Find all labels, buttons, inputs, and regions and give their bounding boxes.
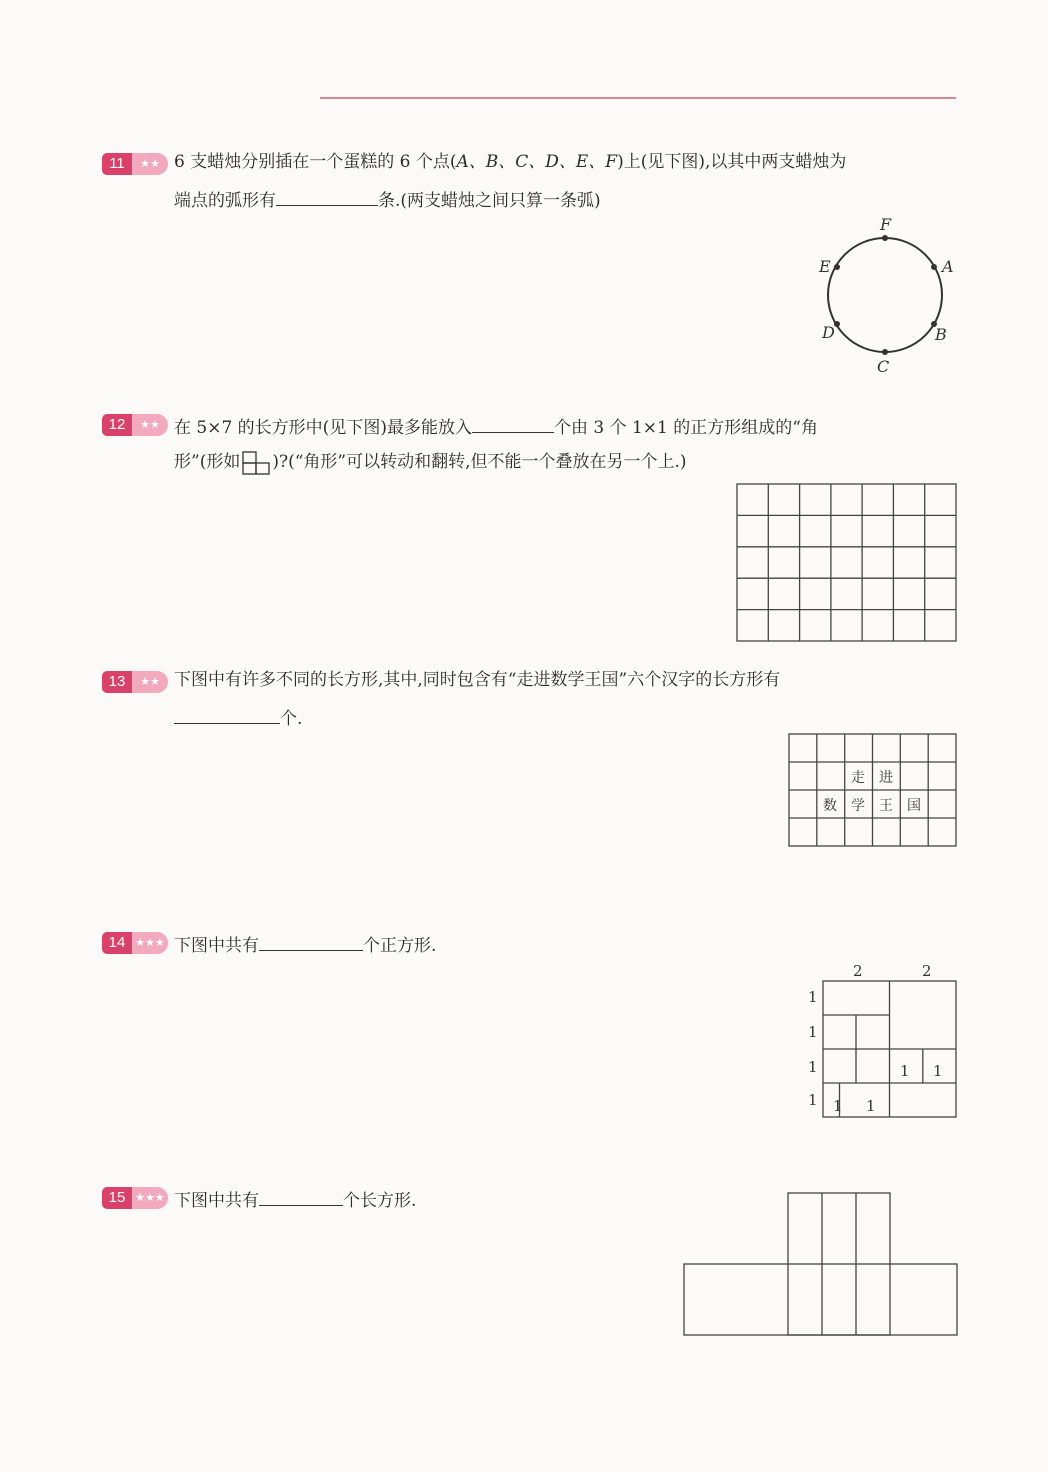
grid-5x7-figure xyxy=(735,482,959,644)
grid-char: 王 xyxy=(879,798,893,814)
dimension-label: 1 xyxy=(808,1023,818,1041)
question-text: 6 支蜡烛分别插在一个蛋糕的 6 个点(A、B、C、D、E、F)上(见下图),以其中两支蜡烛为 端点的弧形有 条.(两支蜡烛之间只算一条弧) xyxy=(174,152,847,211)
circle-figure xyxy=(810,210,960,380)
question-12 xyxy=(102,406,962,479)
difficulty-stars: ★★ xyxy=(132,153,168,175)
point-label: A xyxy=(942,257,954,276)
header-rule xyxy=(320,97,956,99)
answer-blank[interactable] xyxy=(174,697,280,724)
question-badge xyxy=(102,671,168,693)
dimension-label: 1 xyxy=(933,1062,943,1080)
character-grid-figure xyxy=(787,732,959,850)
answer-blank[interactable] xyxy=(276,179,378,206)
point-label: C xyxy=(877,357,890,376)
point-label: E xyxy=(819,257,831,276)
question-badge xyxy=(102,1187,168,1209)
question-text: 下图中共有 个正方形. xyxy=(174,924,962,963)
grid-char: 进 xyxy=(879,770,893,786)
corner-shape-icon xyxy=(242,451,270,475)
dimension-label: 1 xyxy=(808,1058,818,1076)
difficulty-stars: ★★★ xyxy=(132,932,168,954)
dimension-label: 1 xyxy=(833,1097,843,1115)
answer-blank[interactable] xyxy=(259,924,363,951)
grid-char: 走 xyxy=(851,770,865,786)
difficulty-stars: ★★ xyxy=(132,414,168,436)
question-badge xyxy=(102,932,168,954)
question-badge xyxy=(102,153,168,175)
grid-char: 学 xyxy=(851,798,865,814)
point-label: B xyxy=(935,325,947,344)
question-text: 在 5×7 的长方形中(见下图)最多能放入 个由 3 个 1×1 的正方形组成的“角 形”(形如 )?(“角形”可以转动和翻转,但不能一个叠放在另一个上.) xyxy=(174,406,962,479)
grid-char: 数 xyxy=(823,798,837,814)
grid-char: 国 xyxy=(907,798,921,814)
rectangles-figure xyxy=(682,1190,962,1338)
question-13 xyxy=(102,663,962,736)
question-number: 12 xyxy=(102,414,132,436)
dimension-label: 1 xyxy=(808,1091,818,1109)
question-badge xyxy=(102,414,168,436)
dimension-label: 1 xyxy=(900,1062,910,1080)
question-number: 14 xyxy=(102,932,132,954)
point-label: D xyxy=(822,323,835,342)
dimension-label: 2 xyxy=(922,962,932,980)
question-11 xyxy=(102,145,962,218)
question-number: 13 xyxy=(102,671,132,693)
difficulty-stars: ★★★ xyxy=(132,1187,168,1209)
question-text: 下图中共有 个长方形. xyxy=(174,1179,962,1218)
answer-blank[interactable] xyxy=(472,406,554,433)
point-label: F xyxy=(880,215,892,234)
question-number: 15 xyxy=(102,1187,132,1209)
dimension-label: 2 xyxy=(853,962,863,980)
question-text: 下图中有许多不同的长方形,其中,同时包含有“走进数学王国”六个汉字的长方形有 个. xyxy=(174,670,781,729)
difficulty-stars: ★★ xyxy=(132,671,168,693)
answer-blank[interactable] xyxy=(259,1179,343,1206)
squares-figure xyxy=(800,958,960,1122)
question-number: 11 xyxy=(102,153,132,175)
dimension-label: 1 xyxy=(808,988,818,1006)
dimension-label: 1 xyxy=(866,1097,876,1115)
